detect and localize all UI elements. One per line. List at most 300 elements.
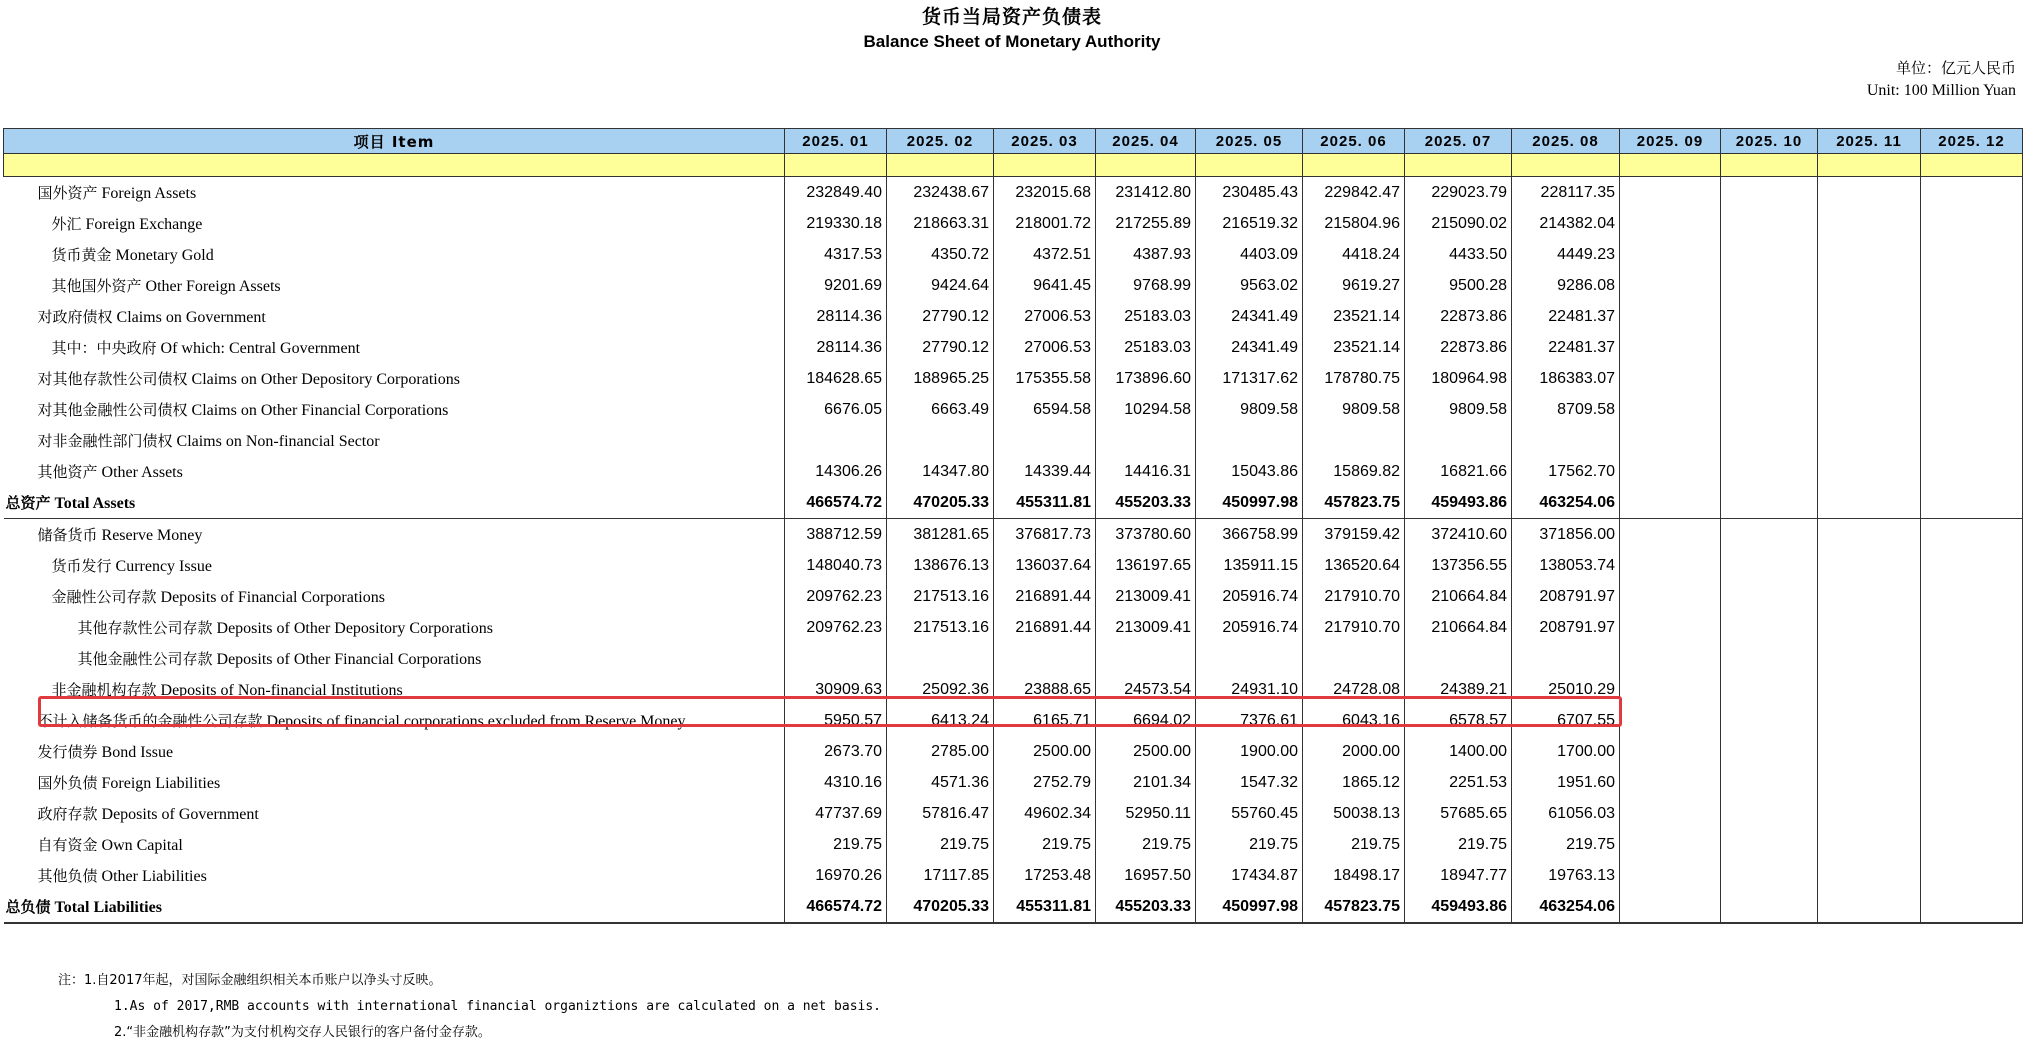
value-cell: 6043.16	[1303, 705, 1405, 736]
row-label-en: Deposits of Government	[101, 806, 259, 823]
value-cell: 27790.12	[887, 332, 994, 363]
value-cell	[1721, 487, 1818, 519]
row-label-cn: 外汇	[51, 215, 82, 233]
value-cell	[1818, 705, 1921, 736]
value-cell	[1721, 798, 1818, 829]
value-cell: 7376.61	[1196, 705, 1303, 736]
value-cell: 4418.24	[1303, 239, 1405, 270]
value-cell: 366758.99	[1196, 519, 1303, 551]
table-row	[4, 487, 2023, 519]
value-cell: 9563.02	[1196, 270, 1303, 301]
table-row	[4, 519, 2023, 551]
value-cell: 4449.23	[1512, 239, 1620, 270]
value-cell	[1405, 643, 1512, 674]
row-label-cn: 其他金融性公司存款	[77, 650, 213, 668]
value-cell: 22481.37	[1512, 332, 1620, 363]
value-cell: 188965.25	[887, 363, 994, 394]
row-label-en: Other Assets	[101, 464, 183, 481]
row-label	[4, 798, 785, 829]
header-item: 项目 Item	[4, 129, 785, 154]
header-month: 2025. 09	[1620, 129, 1721, 154]
header-month: 2025. 01	[785, 129, 887, 154]
row-label	[4, 394, 785, 425]
header-month: 2025. 10	[1721, 129, 1818, 154]
row-label-en: Own Capital	[101, 837, 183, 854]
value-cell	[1921, 891, 2023, 923]
value-cell	[1620, 674, 1721, 705]
row-label-en: Monetary Gold	[115, 247, 214, 264]
value-cell	[1721, 519, 1818, 551]
table-row	[4, 550, 2023, 581]
value-cell: 4372.51	[994, 239, 1096, 270]
table-row	[4, 456, 2023, 487]
value-cell: 23521.14	[1303, 301, 1405, 332]
row-label	[4, 332, 785, 363]
row-label	[4, 612, 785, 643]
row-label	[4, 239, 785, 270]
table-row	[4, 891, 2023, 923]
value-cell: 24341.49	[1196, 301, 1303, 332]
value-cell: 18498.17	[1303, 860, 1405, 891]
value-cell: 18947.77	[1405, 860, 1512, 891]
table-row	[4, 425, 2023, 456]
value-cell	[1921, 643, 2023, 674]
value-cell	[1303, 425, 1405, 456]
value-cell: 24341.49	[1196, 332, 1303, 363]
value-cell	[1721, 363, 1818, 394]
row-label	[4, 860, 785, 891]
value-cell	[1721, 829, 1818, 860]
row-label	[4, 270, 785, 301]
value-cell: 10294.58	[1096, 394, 1196, 425]
value-cell: 1951.60	[1512, 767, 1620, 798]
value-cell: 213009.41	[1096, 612, 1196, 643]
value-cell: 2785.00	[887, 736, 994, 767]
row-label-en: Deposits of Other Depository Corporations	[216, 620, 493, 637]
value-cell: 55760.45	[1196, 798, 1303, 829]
value-cell	[994, 425, 1096, 456]
value-cell: 219.75	[785, 829, 887, 860]
value-cell	[887, 643, 994, 674]
value-cell: 216891.44	[994, 581, 1096, 612]
value-cell	[1818, 456, 1921, 487]
value-cell	[1818, 208, 1921, 239]
table-body	[4, 177, 2023, 924]
value-cell	[1818, 363, 1921, 394]
value-cell	[1818, 487, 1921, 519]
value-cell	[1620, 860, 1721, 891]
value-cell: 52950.11	[1096, 798, 1196, 829]
value-cell: 2000.00	[1303, 736, 1405, 767]
value-cell	[1721, 612, 1818, 643]
value-cell: 1547.32	[1196, 767, 1303, 798]
value-cell: 4403.09	[1196, 239, 1303, 270]
value-cell: 30909.63	[785, 674, 887, 705]
value-cell	[1721, 177, 1818, 209]
value-cell	[1620, 550, 1721, 581]
value-cell: 9768.99	[1096, 270, 1196, 301]
value-cell	[1721, 270, 1818, 301]
value-cell	[1921, 550, 2023, 581]
value-cell: 14416.31	[1096, 456, 1196, 487]
value-cell: 232849.40	[785, 177, 887, 209]
value-cell	[1921, 425, 2023, 456]
row-label-cn: 金融性公司存款	[51, 588, 157, 606]
value-cell: 219.75	[1096, 829, 1196, 860]
value-cell: 373780.60	[1096, 519, 1196, 551]
value-cell	[1620, 487, 1721, 519]
table-row	[4, 270, 2023, 301]
value-cell: 50038.13	[1303, 798, 1405, 829]
row-label	[4, 581, 785, 612]
row-label-en: Deposits of Financial Corporations	[160, 589, 385, 606]
row-label-cn: 总资产	[5, 494, 51, 512]
value-cell: 22481.37	[1512, 301, 1620, 332]
value-cell: 138053.74	[1512, 550, 1620, 581]
row-label	[4, 891, 785, 923]
value-cell: 215090.02	[1405, 208, 1512, 239]
value-cell: 137356.55	[1405, 550, 1512, 581]
value-cell: 5950.57	[785, 705, 887, 736]
value-cell	[1620, 425, 1721, 456]
value-cell	[1921, 860, 2023, 891]
value-cell: 9641.45	[994, 270, 1096, 301]
value-cell: 19763.13	[1512, 860, 1620, 891]
value-cell: 218663.31	[887, 208, 994, 239]
value-cell: 25183.03	[1096, 301, 1196, 332]
value-cell	[1620, 581, 1721, 612]
value-cell	[1721, 767, 1818, 798]
table-row	[4, 332, 2023, 363]
value-cell: 17562.70	[1512, 456, 1620, 487]
value-cell: 24931.10	[1196, 674, 1303, 705]
value-cell	[1921, 363, 2023, 394]
value-cell	[1620, 705, 1721, 736]
row-label	[4, 519, 785, 551]
value-cell	[1921, 736, 2023, 767]
value-cell	[1818, 177, 1921, 209]
row-label-cn: 政府存款	[37, 805, 98, 823]
value-cell: 466574.72	[785, 487, 887, 519]
value-cell: 6694.02	[1096, 705, 1196, 736]
table-row	[4, 301, 2023, 332]
table-row	[4, 736, 2023, 767]
footnote-1-en: 1.As of 2017,RMB accounts with international financial organiztions are calculated on a net basis.	[114, 999, 882, 1014]
value-cell: 219.75	[1405, 829, 1512, 860]
value-cell	[1818, 891, 1921, 923]
value-cell: 61056.03	[1512, 798, 1620, 829]
row-label-en: Foreign Liabilities	[101, 775, 221, 792]
value-cell	[1721, 394, 1818, 425]
value-cell: 136197.65	[1096, 550, 1196, 581]
row-label	[4, 550, 785, 581]
value-cell	[1620, 239, 1721, 270]
header-month: 2025. 05	[1196, 129, 1303, 154]
row-label-cn: 对非金融性部门债权	[37, 432, 173, 450]
value-cell: 372410.60	[1405, 519, 1512, 551]
value-cell: 175355.58	[994, 363, 1096, 394]
value-cell: 219.75	[1303, 829, 1405, 860]
value-cell: 470205.33	[887, 487, 994, 519]
value-cell: 15869.82	[1303, 456, 1405, 487]
value-cell: 9809.58	[1405, 394, 1512, 425]
value-cell	[1620, 363, 1721, 394]
value-cell	[1818, 519, 1921, 551]
value-cell	[1921, 767, 2023, 798]
value-cell: 2500.00	[994, 736, 1096, 767]
value-cell: 455311.81	[994, 487, 1096, 519]
value-cell	[1921, 798, 2023, 829]
value-cell	[1721, 736, 1818, 767]
value-cell	[1921, 239, 2023, 270]
row-label-cn: 其他存款性公司存款	[77, 619, 213, 637]
row-label-cn: 其他国外资产	[51, 277, 142, 295]
row-label	[4, 301, 785, 332]
value-cell	[1620, 891, 1721, 923]
value-cell	[1818, 643, 1921, 674]
header-month: 2025. 11	[1818, 129, 1921, 154]
value-cell: 57816.47	[887, 798, 994, 829]
row-label-en: Other Foreign Assets	[145, 278, 281, 295]
value-cell	[1818, 301, 1921, 332]
value-cell: 9500.28	[1405, 270, 1512, 301]
value-cell: 17253.48	[994, 860, 1096, 891]
value-cell: 470205.33	[887, 891, 994, 923]
value-cell	[1921, 208, 2023, 239]
row-label-cn: 非金融机构存款	[51, 681, 157, 699]
value-cell	[1721, 674, 1818, 705]
value-cell	[1620, 736, 1721, 767]
value-cell	[1818, 798, 1921, 829]
value-cell	[1721, 550, 1818, 581]
value-cell: 25183.03	[1096, 332, 1196, 363]
table-row	[4, 798, 2023, 829]
value-cell: 23888.65	[994, 674, 1096, 705]
value-cell: 219330.18	[785, 208, 887, 239]
value-cell	[1921, 705, 2023, 736]
row-label	[4, 208, 785, 239]
value-cell: 28114.36	[785, 301, 887, 332]
value-cell	[1818, 332, 1921, 363]
row-label	[4, 674, 785, 705]
value-cell: 232438.67	[887, 177, 994, 209]
value-cell	[1921, 394, 2023, 425]
value-cell: 217513.16	[887, 581, 994, 612]
footnote-2-cn: 2.“非金融机构存款”为支付机构交存人民银行的客户备付金存款。	[114, 1025, 491, 1040]
row-label-en: Claims on Other Financial Corporations	[191, 402, 449, 419]
row-label	[4, 705, 785, 736]
value-cell: 138676.13	[887, 550, 994, 581]
value-cell: 388712.59	[785, 519, 887, 551]
value-cell: 217910.70	[1303, 581, 1405, 612]
value-cell	[1721, 332, 1818, 363]
value-cell: 231412.80	[1096, 177, 1196, 209]
value-cell: 208791.97	[1512, 612, 1620, 643]
value-cell	[1921, 332, 2023, 363]
value-cell	[1721, 301, 1818, 332]
row-label-en: Foreign Assets	[101, 185, 197, 202]
value-cell: 4317.53	[785, 239, 887, 270]
row-label-en: Deposits of Other Financial Corporations	[216, 651, 482, 668]
row-label-cn: 对其他存款性公司债权	[37, 370, 188, 388]
value-cell: 4387.93	[1096, 239, 1196, 270]
table-row	[4, 177, 2023, 209]
value-cell: 9424.64	[887, 270, 994, 301]
value-cell	[1620, 332, 1721, 363]
row-label	[4, 456, 785, 487]
value-cell: 27006.53	[994, 301, 1096, 332]
value-cell: 9619.27	[1303, 270, 1405, 301]
value-cell	[1620, 456, 1721, 487]
value-cell: 219.75	[1512, 829, 1620, 860]
value-cell: 463254.06	[1512, 487, 1620, 519]
header-month: 2025. 03	[994, 129, 1096, 154]
row-label	[4, 736, 785, 767]
value-cell: 28114.36	[785, 332, 887, 363]
value-cell: 466574.72	[785, 891, 887, 923]
header-month: 2025. 04	[1096, 129, 1196, 154]
value-cell: 136037.64	[994, 550, 1096, 581]
value-cell	[1921, 456, 2023, 487]
value-cell: 24573.54	[1096, 674, 1196, 705]
value-cell	[1921, 519, 2023, 551]
value-cell: 4433.50	[1405, 239, 1512, 270]
value-cell: 6663.49	[887, 394, 994, 425]
row-label-cn: 其中：中央政府	[51, 339, 157, 357]
value-cell	[1721, 643, 1818, 674]
value-cell: 457823.75	[1303, 487, 1405, 519]
value-cell	[994, 643, 1096, 674]
header-month: 2025. 12	[1921, 129, 2023, 154]
table-row	[4, 239, 2023, 270]
value-cell	[1818, 550, 1921, 581]
row-label	[4, 643, 785, 674]
value-cell	[1818, 767, 1921, 798]
value-cell: 217910.70	[1303, 612, 1405, 643]
value-cell: 8709.58	[1512, 394, 1620, 425]
value-cell	[1818, 829, 1921, 860]
row-label-cn: 自有资金	[37, 836, 98, 854]
value-cell	[785, 643, 887, 674]
value-cell	[1818, 581, 1921, 612]
value-cell	[1921, 581, 2023, 612]
value-cell: 14339.44	[994, 456, 1096, 487]
footnotes	[58, 968, 881, 1046]
value-cell	[1620, 798, 1721, 829]
value-cell: 217255.89	[1096, 208, 1196, 239]
value-cell: 219.75	[887, 829, 994, 860]
row-label-en: Total Liabilities	[54, 899, 162, 916]
unit-label-en: Unit: 100 Million Yuan	[1866, 82, 2016, 99]
table-row	[4, 829, 2023, 860]
unit-label-cn: 单位：亿元人民币	[1895, 59, 2016, 77]
value-cell: 14306.26	[785, 456, 887, 487]
value-cell	[1921, 301, 2023, 332]
value-cell: 215804.96	[1303, 208, 1405, 239]
value-cell: 216891.44	[994, 612, 1096, 643]
row-label-en: Claims on Government	[116, 309, 266, 326]
value-cell: 1900.00	[1196, 736, 1303, 767]
value-cell: 455203.33	[1096, 487, 1196, 519]
table-row	[4, 674, 2023, 705]
value-cell: 186383.07	[1512, 363, 1620, 394]
value-cell: 47737.69	[785, 798, 887, 829]
value-cell: 23521.14	[1303, 332, 1405, 363]
value-cell: 208791.97	[1512, 581, 1620, 612]
value-cell: 57685.65	[1405, 798, 1512, 829]
value-cell: 2673.70	[785, 736, 887, 767]
value-cell: 16970.26	[785, 860, 887, 891]
row-label	[4, 425, 785, 456]
value-cell: 457823.75	[1303, 891, 1405, 923]
value-cell: 24389.21	[1405, 674, 1512, 705]
value-cell	[1818, 239, 1921, 270]
value-cell: 229842.47	[1303, 177, 1405, 209]
value-cell: 6707.55	[1512, 705, 1620, 736]
table-row	[4, 581, 2023, 612]
row-label-cn: 对其他金融性公司债权	[37, 401, 188, 419]
value-cell: 2752.79	[994, 767, 1096, 798]
row-label-en: Deposits of financial corporations excluded from Reserve Money	[266, 713, 686, 730]
value-cell: 455203.33	[1096, 891, 1196, 923]
row-label-cn: 国外负债	[37, 774, 98, 792]
value-cell	[1721, 581, 1818, 612]
value-cell: 9809.58	[1303, 394, 1405, 425]
row-label-en: Of which: Central Government	[160, 340, 361, 357]
value-cell: 209762.23	[785, 612, 887, 643]
table-row	[4, 643, 2023, 674]
value-cell	[1921, 674, 2023, 705]
value-cell: 1400.00	[1405, 736, 1512, 767]
value-cell: 6578.57	[1405, 705, 1512, 736]
value-cell: 463254.06	[1512, 891, 1620, 923]
value-cell: 1700.00	[1512, 736, 1620, 767]
value-cell: 27790.12	[887, 301, 994, 332]
value-cell: 229023.79	[1405, 177, 1512, 209]
value-cell: 459493.86	[1405, 891, 1512, 923]
row-label-en: Deposits of Non-financial Institutions	[160, 682, 403, 699]
value-cell	[1512, 643, 1620, 674]
value-cell	[1620, 829, 1721, 860]
row-label-en: Reserve Money	[101, 527, 203, 544]
value-cell: 9809.58	[1196, 394, 1303, 425]
value-cell: 230485.43	[1196, 177, 1303, 209]
value-cell: 4350.72	[887, 239, 994, 270]
value-cell: 219.75	[994, 829, 1096, 860]
table-row	[4, 612, 2023, 643]
value-cell: 205916.74	[1196, 581, 1303, 612]
value-cell: 6594.58	[994, 394, 1096, 425]
value-cell	[1620, 767, 1721, 798]
value-cell: 213009.41	[1096, 581, 1196, 612]
value-cell: 2500.00	[1096, 736, 1196, 767]
row-label-cn: 国外资产	[37, 184, 98, 202]
value-cell: 209762.23	[785, 581, 887, 612]
value-cell	[1620, 394, 1721, 425]
value-cell: 178780.75	[1303, 363, 1405, 394]
row-label	[4, 487, 785, 519]
value-cell	[1818, 612, 1921, 643]
value-cell: 184628.65	[785, 363, 887, 394]
value-cell: 6165.71	[994, 705, 1096, 736]
row-label	[4, 767, 785, 798]
value-cell: 6676.05	[785, 394, 887, 425]
header-row	[4, 129, 2023, 154]
value-cell: 136520.64	[1303, 550, 1405, 581]
value-cell: 16957.50	[1096, 860, 1196, 891]
row-label-cn: 不计入储备货币的金融性公司存款	[37, 712, 263, 730]
value-cell: 4571.36	[887, 767, 994, 798]
